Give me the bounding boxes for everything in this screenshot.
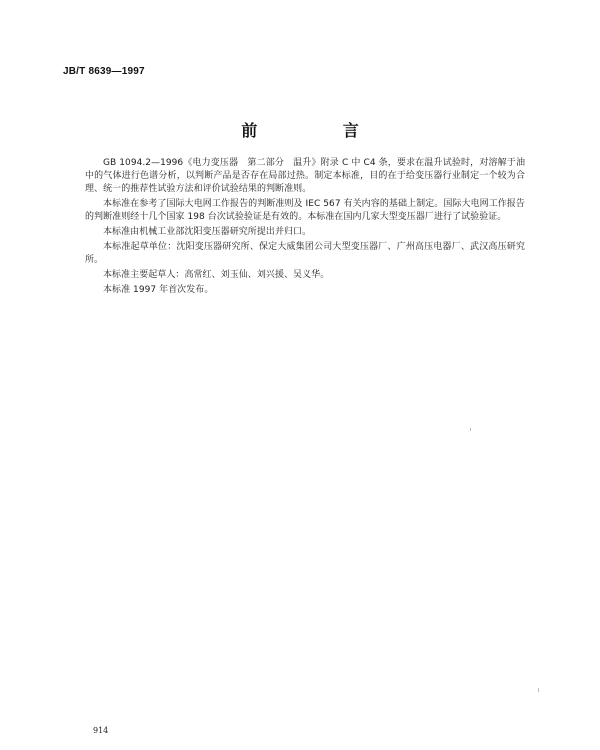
page-number: 914 <box>93 726 109 735</box>
paragraph-scope: GB 1094.2—1996《电力变压器 第二部分 温升》附录 C 中 C4 条，要求在温升试验时，对溶解于油中的气体进行色谱分析，以判断产品是否存在局部过热。制定本标准，目的在于给变压器行业制定一个较为合理、统一的推荐性试验方法和评价试验结果的判断准则。 <box>85 158 525 195</box>
foreword-body <box>85 157 525 299</box>
scan-speck <box>470 428 471 431</box>
paragraph-proposer: 本标准由机械工业部沈阳变压器研究所提出并归口。 <box>103 227 312 238</box>
paragraph-basis: 本标准在参考了国际大电网工作报告的判断准则及 IEC 567 有关内容的基础上制定。国际大电网工作报告的判断准则经十几个国家 198 台次试验验证是有效的。本标准在国内几家大型变压器厂进行了试验验证。 <box>85 199 525 223</box>
paragraph-first-issue: 本标准 1997 年首次发布。 <box>103 284 214 295</box>
standard-code: JB/T 8639—1997 <box>63 66 145 77</box>
page-title: 前 言 <box>241 121 399 140</box>
paragraph-drafting-units: 本标准起草单位：沈阳变压器研究所、保定大威集团公司大型变压器厂、广州高压电器厂、武汉高压研究所。 <box>85 242 525 266</box>
scan-speck <box>538 688 539 692</box>
paragraph-drafters: 本标准主要起草人：高常红、刘玉仙、刘兴援、吴义华。 <box>103 270 330 280</box>
